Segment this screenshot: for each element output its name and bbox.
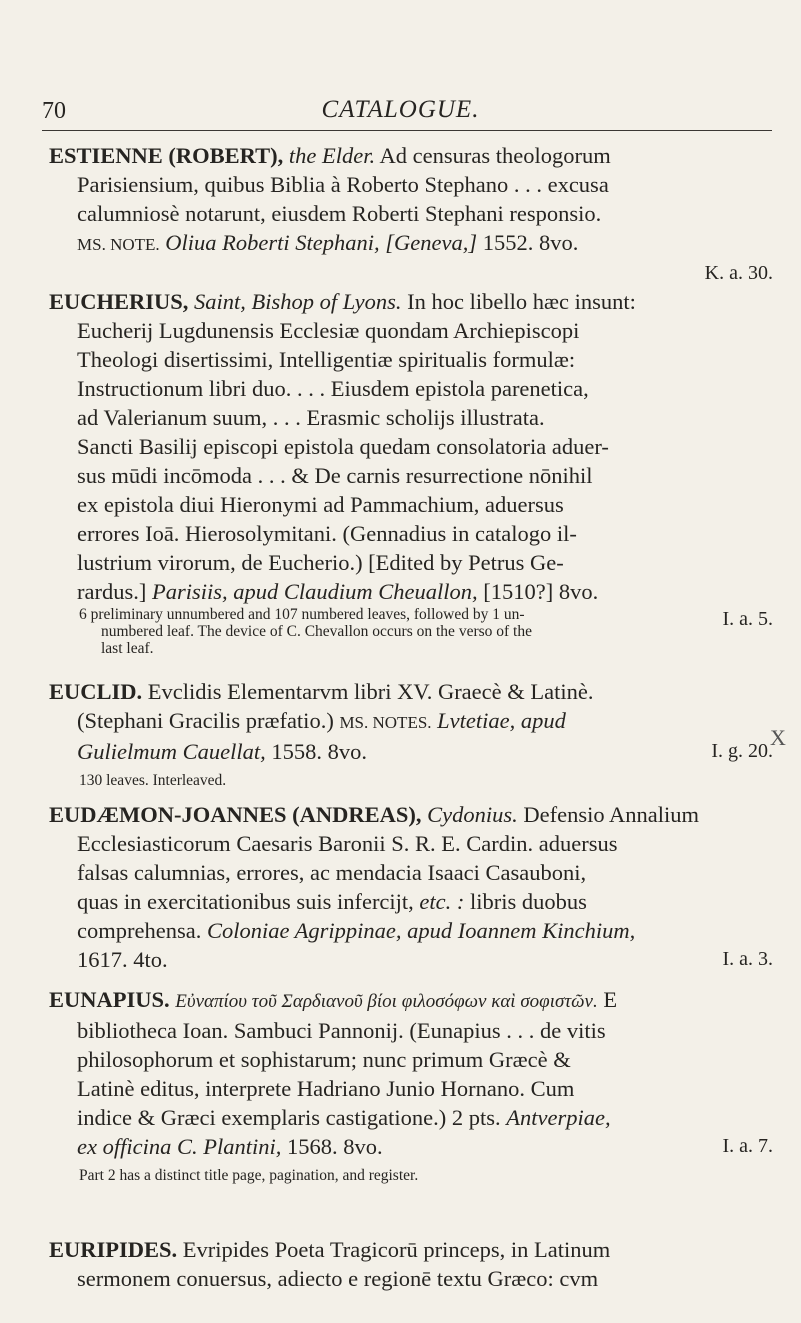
header-rule (42, 130, 772, 131)
entry-line: Instructionum libri duo. . . . Eiusdem epistola parenetica, (77, 376, 589, 401)
imprint: Antverpiae, (506, 1105, 611, 1130)
entry-line (49, 228, 773, 259)
entry-heading: EUDÆMON-JOANNES (ANDREAS), (49, 802, 422, 827)
entry-note: 130 leaves. Interleaved. (79, 772, 227, 789)
entry-note: Part 2 has a distinct title page, pagination, and register. (79, 1167, 419, 1184)
entry-line: bibliotheca Ioan. Sambuci Pannonij. (Eunapius . . . de vitis (77, 1018, 606, 1043)
entry-epithet: the Elder. (288, 143, 376, 168)
entry-text: 1552. 8vo. (482, 230, 579, 255)
imprint: Parisiis, apud Claudium Cheuallon, (151, 579, 478, 604)
entry-note: last leaf. (101, 640, 154, 657)
entry-line: sus mūdi incōmoda . . . & De carnis resurrectione nōnihil (77, 463, 593, 488)
margin-mark: X (770, 725, 786, 750)
entry-line: Eucherij Lugdunensis Ecclesiæ quondam Archiepiscopi (77, 318, 580, 343)
greek-title: Εὐναπίου τοῦ Σαρδιανοῦ βίοι φιλοσόφων καὶ σοφιστῶν. (175, 991, 598, 1012)
entry-line: calumniosè notarunt, eiusdem Roberti Stephani responsio. (77, 201, 602, 226)
entry-line: philosophorum et sophistarum; nunc primum Græcè & (77, 1047, 571, 1072)
imprint: Gulielmum Cauellat, (77, 739, 266, 764)
entry-text: 1558. 8vo. (271, 739, 367, 764)
entry-line: errores Ioā. Hierosolymitani. (Gennadius in catalogo il- (77, 521, 577, 546)
entry-text: rardus.] (77, 579, 147, 604)
entry-text-italic: etc. : (419, 889, 465, 914)
entry-text: (Stephani Gracilis præfatio.) (77, 708, 334, 733)
entry-text: Evclidis Elementarvm libri XV. Graecè & Latinè. (147, 679, 594, 704)
imprint: Coloniae Agrippinae, apud Ioannem Kinchium, (206, 918, 636, 943)
shelf-mark: I. a. 5. (722, 608, 773, 630)
entry-line (49, 141, 773, 170)
entry-line (49, 945, 773, 974)
entry-line: Sancti Basilij episcopi epistola quedam consolatoria aduer- (77, 434, 609, 459)
shelf-mark: I. a. 3. (722, 948, 773, 970)
entry-heading: ESTIENNE (ROBERT), (49, 143, 284, 168)
entry-text: 1617. 4to. (77, 947, 168, 972)
ms-note: MS. NOTES. (339, 713, 432, 732)
entry-line: Theologi disertissimi, Intelligentiæ spiritualis formulæ: (77, 347, 576, 372)
entry-text: [1510?] 8vo. (483, 579, 599, 604)
entry-text: E (603, 987, 618, 1012)
entry-text: libris duobus (470, 889, 587, 914)
entry-eucherius (49, 287, 773, 657)
entry-euripides (49, 1235, 773, 1293)
entry-line (49, 677, 773, 706)
entry-heading: EUNAPIUS. (49, 987, 170, 1012)
entry-text: Ad censuras theologorum (379, 143, 611, 168)
entry-text: 1568. 8vo. (286, 1134, 383, 1159)
entry-line (49, 916, 773, 945)
entry-line: Latinè editus, interprete Hadriano Junio Hornano. Cum (77, 1076, 575, 1101)
entry-epithet: Cydonius. (427, 802, 518, 827)
entry-epithet: Saint, Bishop of Lyons. (194, 289, 402, 314)
entry-text: Evripides Poeta Tragicorū princeps, in Latinum (182, 1237, 611, 1262)
page-number: 70 (42, 98, 66, 124)
shelf-mark: I. g. 20. (711, 740, 773, 762)
entry-text: comprehensa. (77, 918, 202, 943)
entry-line (49, 1235, 773, 1264)
entry-line: ad Valerianum suum, . . . Erasmic scholijs illustrata. (77, 405, 545, 430)
imprint: ex officina C. Plantini, (77, 1134, 282, 1159)
running-title: CATALOGUE. (321, 96, 480, 123)
entry-line: ex epistola diui Hieronymi ad Pammachium, aduersus (77, 492, 564, 517)
entry-line (49, 1103, 773, 1132)
entry-line (49, 737, 773, 766)
imprint: Lvtetiae, apud (437, 708, 566, 733)
entry-line (49, 985, 773, 1016)
entry-line (49, 1132, 773, 1161)
entry-euclid (49, 677, 773, 789)
entry-heading: EUCLID. (49, 679, 143, 704)
shelf-mark: I. a. 7. (722, 1135, 773, 1157)
entry-line (49, 287, 773, 316)
entry-line (49, 577, 773, 606)
entry-line: sermonem conuersus, adiecto e regionē textu Græco: cvm (77, 1266, 599, 1291)
entry-line: falsas calumnias, errores, ac mendacia Isaaci Casauboni, (77, 860, 587, 885)
entry-estienne (49, 141, 773, 288)
entry-note: numbered leaf. The device of C. Chevallon occurs on the verso of the (101, 623, 532, 640)
entry-line (49, 706, 773, 737)
entry-text: In hoc libello hæc insunt: (407, 289, 636, 314)
entry-text: quas in exercitationibus suis infercijt, (77, 889, 414, 914)
entry-eunapius (49, 985, 773, 1184)
entry-line: lustrium virorum, de Eucherio.) [Edited by Petrus Ge- (77, 550, 564, 575)
entry-text: indice & Græci exemplaris castigatione.) 2 pts. (77, 1105, 501, 1130)
entry-line: Ecclesiasticorum Caesaris Baronii S. R. E. Cardin. aduersus (77, 831, 618, 856)
entry-eudaemon-joannes (49, 800, 773, 974)
imprint: Oliua Roberti Stephani, [Geneva,] (165, 230, 478, 255)
entry-line (49, 887, 773, 916)
ms-note: MS. NOTE. (77, 235, 160, 254)
entry-line: Parisiensium, quibus Biblia à Roberto Stephano . . . excusa (77, 172, 609, 197)
shelf-mark: K. a. 30. (704, 262, 773, 284)
entry-text: Defensio Annalium (523, 802, 700, 827)
entry-line (49, 800, 773, 829)
entry-heading: EUCHERIUS, (49, 289, 189, 314)
entry-note: 6 preliminary unnumbered and 107 numbered leaves, followed by 1 un- (79, 606, 525, 623)
entry-heading: EURIPIDES. (49, 1237, 178, 1262)
